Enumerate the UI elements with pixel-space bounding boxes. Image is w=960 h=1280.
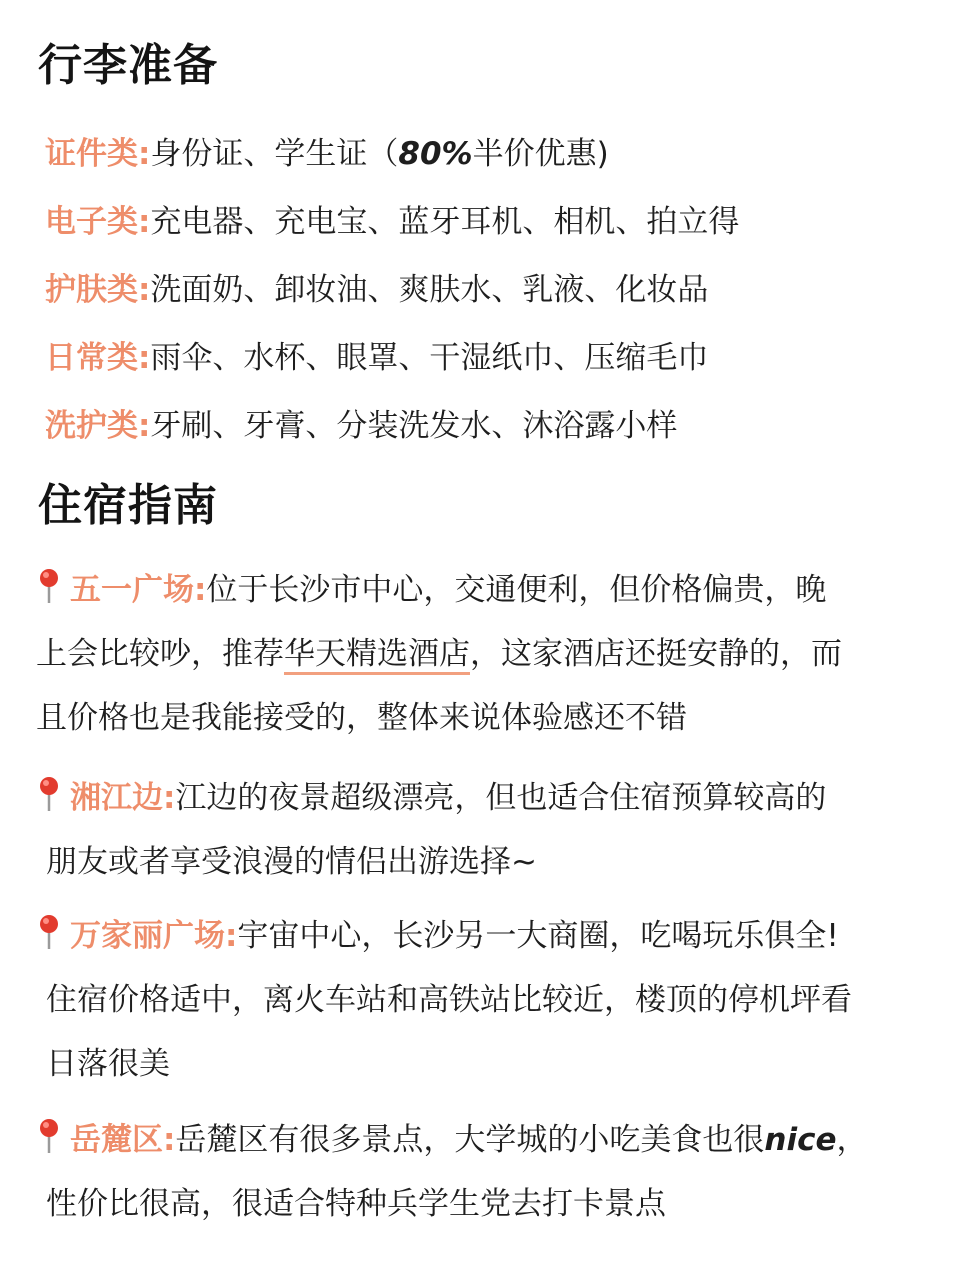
stay-text: 日落很美 [46, 1046, 170, 1082]
luggage-label: 洗护类: [45, 408, 151, 444]
stay-line [36, 1032, 960, 1096]
stay-text: 江边的夜景超级漂亮，但也适合住宿预算较高的 [175, 780, 827, 816]
round-pushpin-icon [36, 914, 62, 950]
luggage-label: 日常类: [45, 340, 151, 376]
stay-text: 位于长沙市中心，交通便利，但价格偏贵，晚 [206, 572, 827, 608]
luggage-text: 半价优惠) [472, 136, 609, 172]
stay-line [36, 1172, 960, 1236]
stay-item-yuelu [36, 1108, 960, 1236]
stay-text: 朋友或者享受浪漫的情侣出游选择~ [46, 844, 537, 880]
luggage-row-daily [45, 338, 708, 378]
stay-text: 性价比很高，很适合特种兵学生党去打卡景点 [46, 1186, 666, 1222]
stay-label: 万家丽广场: [70, 918, 238, 954]
round-pushpin-icon [36, 568, 62, 604]
stay-text: 岳麓区有很多景点，大学城的小吃美食也很 [175, 1122, 765, 1158]
luggage-label: 护肤类: [45, 272, 151, 308]
stay-line [36, 1108, 960, 1172]
luggage-row-documents [45, 134, 609, 174]
stay-text: 住宿价格适中，离火车站和高铁站比较近，楼顶的停机坪看 [46, 982, 852, 1018]
stay-text: 上会比较吵，推荐 [36, 636, 284, 672]
round-pushpin-icon [36, 1118, 62, 1154]
stay-emphasis: nice [764, 1122, 837, 1158]
luggage-text: 洗面奶、卸妆油、爽肤水、乳液、化妆品 [150, 272, 709, 308]
stay-text: ， [836, 1122, 868, 1158]
luggage-text: 充电器、充电宝、蓝牙耳机、相机、拍立得 [150, 204, 740, 240]
stay-line [36, 686, 960, 750]
stay-line [36, 558, 960, 622]
luggage-label: 证件类: [45, 136, 151, 172]
stay-line [36, 622, 960, 686]
stay-text: 宇宙中心，长沙另一大商圈，吃喝玩乐俱全! [237, 918, 839, 954]
luggage-row-skincare [45, 270, 708, 310]
stay-line [36, 766, 960, 830]
stay-label: 五一广场: [70, 572, 207, 608]
luggage-row-toiletries [45, 406, 677, 446]
luggage-text: 牙刷、牙膏、分装洗发水、沐浴露小样 [150, 408, 678, 444]
luggage-text: 身份证、学生证（ [150, 136, 399, 172]
luggage-label: 电子类: [45, 204, 151, 240]
stay-line [36, 830, 960, 894]
highlighted-hotel: 华天精选酒店 [284, 636, 470, 675]
stay-item-wanjiali [36, 904, 960, 1096]
luggage-text: 雨伞、水杯、眼罩、干湿纸巾、压缩毛巾 [150, 340, 709, 376]
stay-item-wuyi [36, 558, 960, 750]
round-pushpin-icon [36, 776, 62, 812]
stay-text: 且价格也是我能接受的，整体来说体验感还不错 [36, 700, 687, 736]
section-title-luggage: 行李准备 [38, 40, 218, 91]
luggage-row-electronics [45, 202, 739, 242]
stay-line [36, 968, 960, 1032]
luggage-emphasis: 80% [398, 136, 473, 172]
stay-line [36, 904, 960, 968]
stay-item-xiangjiang [36, 766, 960, 894]
section-title-stay: 住宿指南 [38, 480, 218, 531]
stay-label: 湘江边: [70, 780, 176, 816]
stay-text: ，这家酒店还挺安静的，而 [470, 636, 842, 672]
stay-label: 岳麓区: [70, 1122, 176, 1158]
